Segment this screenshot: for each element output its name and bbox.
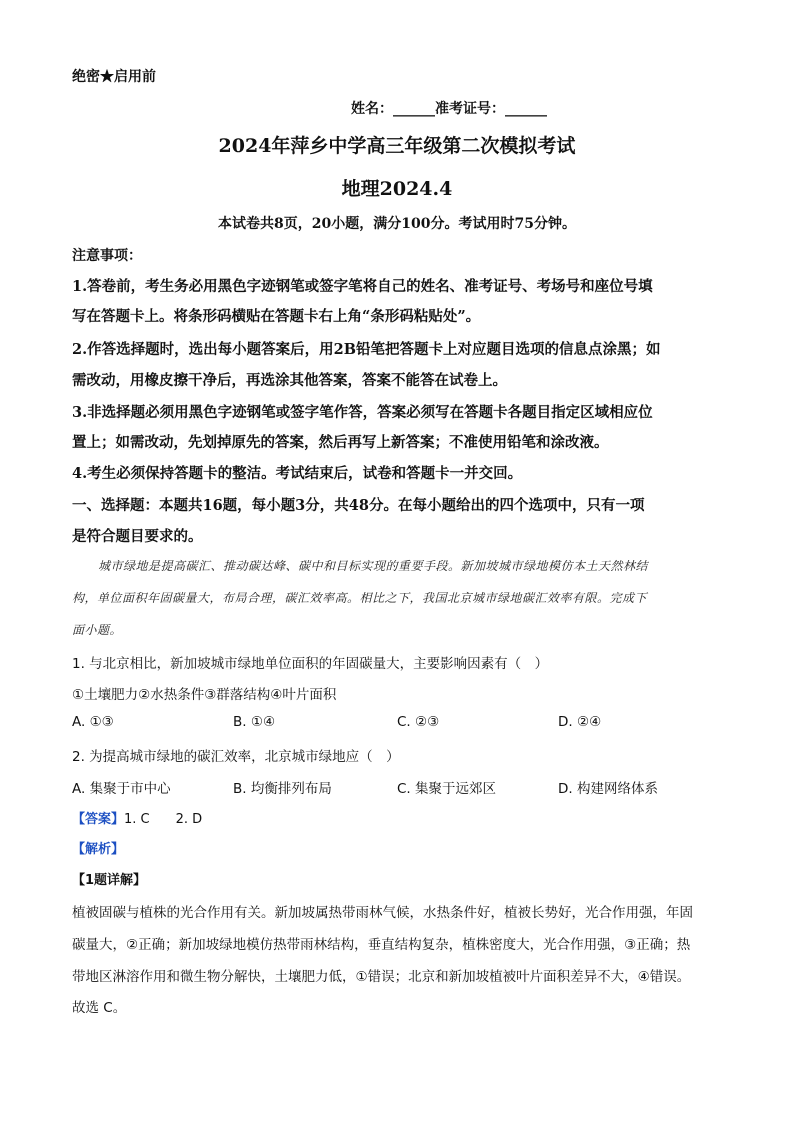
- explanation-line: 植被固碳与植株的光合作用有关。新加坡属热带雨林气候，水热条件好，植被长势好，光合作用强，年固: [72, 905, 693, 921]
- notice-line: 1.答卷前，考生务必用黑色字迹钢笔或签字笔将自己的姓名、准考证号、考场号和座位号填: [72, 278, 653, 295]
- notice-line: 3.非选择题必须用黑色字迹钢笔或签字笔作答，答案必须写在答题卡各题目指定区域相应位: [72, 404, 653, 421]
- question-1-option-d: D. ②④: [558, 714, 602, 730]
- question-1-option-c: C. ②③: [397, 714, 440, 730]
- analysis-row: [72, 838, 124, 857]
- answer-row: [72, 808, 202, 827]
- question-2-option-c: C. 集聚于远郊区: [397, 781, 497, 797]
- notice-line: 写在答题卡上。将条形码横贴在答题卡右上角“条形码粘贴处”。: [72, 308, 481, 325]
- answer-text: 1. C 2. D: [124, 812, 203, 827]
- section-heading-line: 一、选择题：本题共16题，每小题3分，共48分。在每小题给出的四个选项中，只有一项: [72, 497, 645, 514]
- exam-title: 2024年萍乡中学高三年级第二次模拟考试: [218, 135, 576, 157]
- question-2-option-a: A. 集聚于市中心: [72, 781, 171, 797]
- section-heading-line: 是符合题目要求的。: [72, 528, 203, 545]
- explanation-line: 带地区淋溶作用和微生物分解快，土壤肥力低，①错误；北京和新加坡植被叶片面积差异不大，④错误。: [72, 969, 691, 985]
- notice-line: 4.考生必须保持答题卡的整洁。考试结束后，试卷和答题卡一并交回。: [72, 465, 523, 482]
- answer-tag: 【答案】: [72, 812, 125, 827]
- question-1-option-a: A. ①③: [72, 714, 114, 730]
- notice-line: 置上；如需改动，先划掉原先的答案，然后再写上新答案；不准使用铅笔和涂改液。: [72, 434, 609, 451]
- passage-line: 面小题。: [72, 623, 123, 637]
- question-2-option-d: D. 构建网络体系: [558, 781, 658, 797]
- notice-heading: 注意事项：: [72, 248, 142, 264]
- analysis-tag: 【解析】: [72, 842, 125, 857]
- notice-line: 2.作答选择题时，选出每小题答案后，用2B铅笔把答题卡上对应题目选项的信息点涂黑；如: [72, 341, 661, 358]
- explanation-line: 碳量大，②正确；新加坡绿地模仿热带雨林结构，垂直结构复杂，植株密度大，光合作用强，③正确；热: [72, 937, 691, 953]
- passage-line: 城市绿地是提高碳汇、推动碳达峰、碳中和目标实现的重要手段。新加坡城市绿地模仿本土天然林结: [98, 559, 649, 573]
- passage-line: 构，单位面积年固碳量大，布局合理，碳汇效率高。相比之下，我国北京城市绿地碳汇效率有限。完成下: [72, 591, 648, 605]
- question-2-option-b: B. 均衡排列布局: [233, 781, 332, 797]
- exam-intro: 本试卷共8页，20小题，满分100分。考试用时75分钟。: [218, 216, 576, 232]
- question-1-factors: ①土壤肥力②水热条件③群落结构④叶片面积: [72, 687, 337, 703]
- name-and-id-line: 姓名：______准考证号：______: [351, 101, 547, 117]
- exam-subject: 地理2024.4: [341, 178, 453, 200]
- question-2-stem: 2. 为提高城市绿地的碳汇效率，北京城市绿地应（ ）: [72, 749, 400, 765]
- explanation-line: 故选 C。: [72, 1000, 127, 1016]
- detail-1-heading: 【1题详解】: [72, 873, 147, 888]
- notice-line: 需改动，用橡皮擦干净后，再选涂其他答案，答案不能答在试卷上。: [72, 372, 507, 389]
- question-1-option-b: B. ①④: [233, 714, 276, 730]
- question-1-stem: 1. 与北京相比，新加坡城市绿地单位面积的年固碳量大，主要影响因素有（ ）: [72, 656, 549, 672]
- confidential-label: 绝密★启用前: [72, 69, 156, 85]
